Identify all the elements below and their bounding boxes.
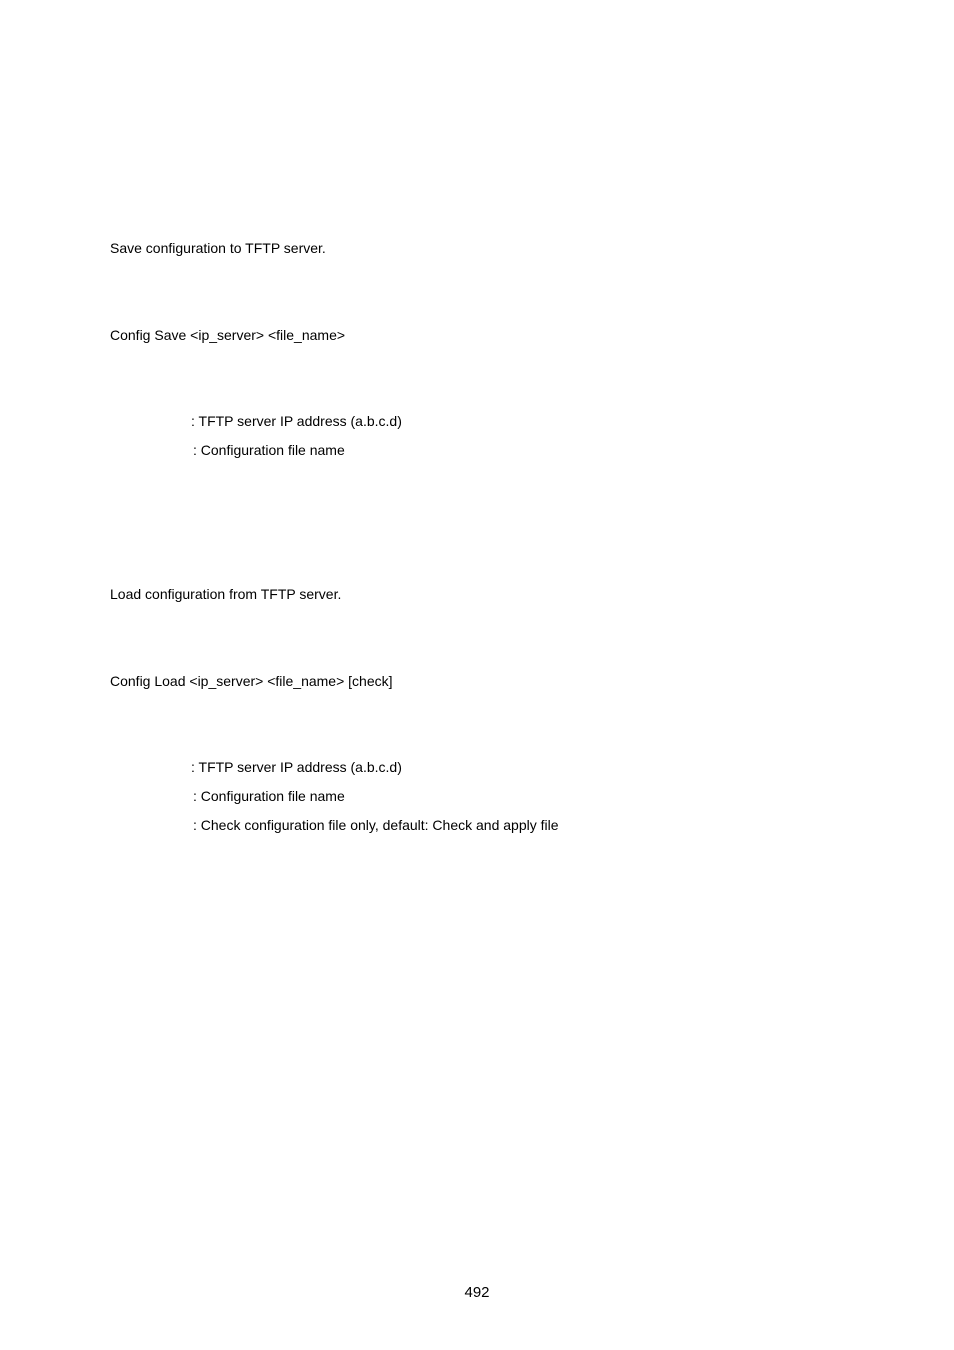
load-description: Load configuration from TFTP server. xyxy=(110,586,342,602)
save-syntax: Config Save <ip_server> <file_name> xyxy=(110,327,346,343)
load-syntax: Config Load <ip_server> <file_name> [check] xyxy=(110,673,393,689)
save-description: Save configuration to TFTP server. xyxy=(110,240,326,256)
load-param-ip-server: : TFTP server IP address (a.b.c.d) xyxy=(191,759,402,775)
page-number: 492 xyxy=(464,1284,490,1301)
load-param-check: : Check configuration file only, default: Check and apply file xyxy=(193,817,559,833)
save-param-file-name: : Configuration file name xyxy=(193,442,345,458)
save-param-ip-server: : TFTP server IP address (a.b.c.d) xyxy=(191,413,402,429)
load-param-file-name: : Configuration file name xyxy=(193,788,345,804)
